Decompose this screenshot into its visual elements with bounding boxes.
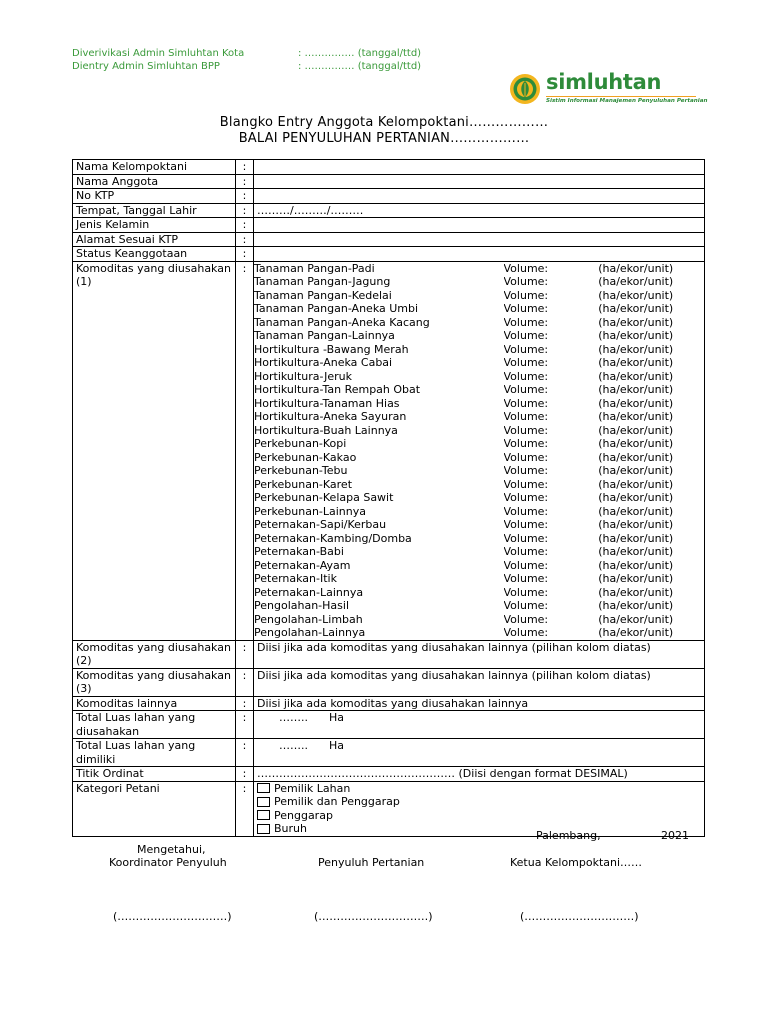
commodity-row — [254, 410, 704, 424]
commodity-name: Perkebunan-Kopi — [254, 437, 347, 450]
volume-label[interactable]: Volume: — [503, 450, 549, 464]
unit-label: (ha/ekor/unit) — [598, 612, 674, 626]
volume-label[interactable]: Volume: — [503, 504, 549, 518]
option-label: Pemilik dan Penggarap — [274, 795, 400, 808]
logo-subtitle: Sistim Informasi Manajemen Penyuluhan Pertanian — [546, 98, 708, 104]
field-label: Status Keanggotaan — [73, 247, 236, 262]
unit-label: (ha/ekor/unit) — [598, 275, 674, 288]
commodity-row — [254, 586, 704, 600]
unit-label: (ha/ekor/unit) — [598, 504, 674, 518]
commodity-name: Hortikultura-Aneka Sayuran — [254, 410, 407, 423]
commodity-name: Tanaman Pangan-Aneka Kacang — [254, 315, 430, 329]
commodity-name: Pengolahan-Lainnya — [254, 626, 366, 639]
unit-label: (ha/ekor/unit) — [598, 518, 674, 531]
unit-label: (ha/ekor/unit) — [598, 423, 674, 437]
unit-label: (ha/ekor/unit) — [598, 261, 674, 275]
volume-label[interactable]: Volume: — [503, 315, 549, 329]
volume-label[interactable]: Volume: — [503, 396, 549, 410]
volume-label[interactable]: Volume: — [503, 288, 549, 302]
commodity-name: Peternakan-Lainnya — [254, 585, 364, 599]
unit-label: (ha/ekor/unit) — [598, 585, 674, 599]
category-options — [254, 781, 705, 836]
form-row — [73, 711, 705, 739]
commodity-row — [254, 518, 704, 532]
field-label: Kategori Petani — [73, 781, 236, 836]
commodity-row — [254, 383, 704, 397]
commodity-name: Tanaman Pangan-Padi — [254, 261, 375, 275]
checkbox[interactable] — [257, 810, 270, 820]
form-row-kategori — [73, 781, 705, 836]
commodity-name: Peternakan-Kambing/Domba — [254, 531, 412, 545]
checkbox[interactable] — [257, 797, 270, 807]
field-value[interactable]: ……………………………………………… (Diisi dengan format DESIMAL) — [254, 767, 705, 782]
field-colon: : — [236, 160, 254, 175]
commodity-name: Peternakan-Itik — [254, 572, 337, 585]
field-label: Jenis Kelamin — [73, 218, 236, 233]
field-label: Komoditas yang diusahakan (1) — [73, 261, 236, 640]
field-value[interactable] — [254, 232, 705, 247]
signature-role: Penyuluh Pertanian — [318, 856, 425, 869]
unit-label: (ha/ekor/unit) — [598, 369, 674, 383]
commodity-name: Hortikultura -Bawang Merah — [254, 342, 409, 356]
page-subtitle: BALAI PENYULUHAN PERTANIAN……………… — [238, 131, 530, 146]
field-label: Komoditas yang diusahakan (3) — [73, 668, 236, 696]
commodity-row — [254, 545, 704, 559]
commodity-name: Hortikultura-Jeruk — [254, 369, 352, 383]
commodity-row — [254, 424, 704, 438]
form-row — [73, 189, 705, 204]
logo-name: simluhtan — [546, 70, 662, 94]
field-colon: : — [236, 739, 254, 767]
commodity-row — [254, 572, 704, 586]
category-option[interactable] — [257, 782, 701, 796]
category-option[interactable] — [257, 809, 701, 823]
form-row — [73, 640, 705, 668]
volume-label[interactable]: Volume: — [503, 302, 549, 315]
unit-label: (ha/ekor/unit) — [598, 329, 674, 342]
field-colon: : — [236, 781, 254, 836]
volume-label[interactable]: Volume: — [503, 572, 549, 585]
unit-label: (ha/ekor/unit) — [598, 491, 674, 504]
form-row — [73, 668, 705, 696]
field-value[interactable] — [254, 174, 705, 189]
checkbox[interactable] — [257, 783, 270, 793]
commodity-row — [254, 451, 704, 465]
volume-label[interactable]: Volume: — [503, 558, 549, 572]
category-option[interactable] — [257, 795, 701, 809]
commodity-row — [254, 491, 704, 505]
volume-label[interactable]: Volume: — [503, 585, 549, 599]
volume-label[interactable]: Volume: — [503, 477, 549, 491]
commodity-name: Peternakan-Ayam — [254, 558, 351, 572]
signature-role: Ketua Kelompoktani…… — [510, 856, 643, 869]
unit-label: (ha/ekor/unit) — [598, 315, 674, 329]
category-option[interactable] — [257, 822, 701, 836]
unit-label: (ha/ekor/unit) — [598, 558, 674, 572]
commodity-row — [254, 370, 704, 384]
commodity-name: Perkebunan-Karet — [254, 477, 353, 491]
place-label: Palembang, — [536, 829, 601, 842]
unit-label: (ha/ekor/unit) — [598, 599, 674, 612]
page-title: Blangko Entry Anggota Kelompoktani……………… — [219, 115, 549, 130]
form-row — [73, 739, 705, 767]
commodity-row — [254, 613, 704, 627]
commodity-row — [254, 464, 704, 478]
field-colon: : — [236, 668, 254, 696]
volume-label[interactable]: Volume: — [503, 612, 549, 626]
year-label: 2021 — [661, 829, 689, 842]
commodity-row — [254, 289, 704, 303]
field-label: Tempat, Tanggal Lahir — [73, 203, 236, 218]
field-label: Komoditas lainnya — [73, 696, 236, 711]
field-label: Nama Anggota — [73, 174, 236, 189]
field-label: Alamat Sesuai KTP — [73, 232, 236, 247]
commodity-row — [254, 329, 704, 343]
commodity-name: Perkebunan-Kakao — [254, 450, 357, 464]
field-colon: : — [236, 218, 254, 233]
commodity-list-cell — [254, 261, 705, 640]
volume-label[interactable]: Volume: — [503, 275, 549, 288]
commodity-row — [254, 626, 704, 640]
volume-label[interactable]: Volume: — [503, 545, 549, 558]
commodity-list — [254, 262, 704, 640]
field-label: No KTP — [73, 189, 236, 204]
volume-label[interactable]: Volume: — [503, 423, 549, 437]
field-value[interactable] — [254, 189, 705, 204]
field-colon: : — [236, 711, 254, 739]
field-colon: : — [236, 640, 254, 668]
field-value[interactable]: ………/………/……… — [254, 203, 705, 218]
simluhtan-logo — [508, 70, 708, 108]
volume-label[interactable]: Volume: — [503, 410, 549, 423]
form-row-komoditas-1 — [73, 261, 705, 640]
form-row — [73, 160, 705, 175]
unit-label: (ha/ekor/unit) — [598, 572, 674, 585]
field-colon: : — [236, 696, 254, 711]
signature-blank: (…………………………) — [520, 910, 639, 923]
commodity-row — [254, 302, 704, 316]
form-row — [73, 232, 705, 247]
field-label: Nama Kelompoktani — [73, 160, 236, 175]
field-value[interactable]: Diisi jika ada komoditas yang diusahakan lainnya — [254, 696, 705, 711]
unit-label: (ha/ekor/unit) — [598, 531, 674, 545]
field-value[interactable]: Diisi jika ada komoditas yang diusahakan lainnya (pilihan kolom diatas) — [254, 668, 705, 696]
field-colon: : — [236, 767, 254, 782]
unit-label: (ha/ekor/unit) — [598, 437, 674, 450]
commodity-name: Hortikultura-Buah Lainnya — [254, 423, 398, 437]
volume-label[interactable]: Volume: — [503, 356, 549, 369]
commodity-row — [254, 505, 704, 519]
unit-label: (ha/ekor/unit) — [598, 410, 674, 423]
option-label: Penggarap — [274, 808, 333, 822]
commodity-row — [254, 356, 704, 370]
commodity-name: Perkebunan-Tebu — [254, 464, 348, 477]
field-colon: : — [236, 247, 254, 262]
member-form-table — [72, 159, 705, 837]
verification-label: Dientry Admin Simluhtan BPP — [72, 61, 220, 72]
commodity-row — [254, 559, 704, 573]
field-value[interactable]: …….. Ha — [254, 711, 705, 739]
field-value[interactable] — [254, 247, 705, 262]
unit-label: (ha/ekor/unit) — [598, 545, 674, 558]
commodity-row — [254, 262, 704, 276]
commodity-row — [254, 343, 704, 357]
commodity-name: Perkebunan-Kelapa Sawit — [254, 491, 394, 504]
volume-label[interactable]: Volume: — [503, 626, 549, 639]
volume-label[interactable]: Volume: — [503, 329, 549, 342]
volume-label[interactable]: Volume: — [503, 531, 549, 545]
commodity-row — [254, 316, 704, 330]
commodity-row — [254, 437, 704, 451]
unit-label: (ha/ekor/unit) — [598, 626, 674, 639]
verification-label: Diverivikasi Admin Simluhtan Kota — [72, 48, 245, 59]
commodity-name: Perkebunan-Lainnya — [254, 504, 367, 518]
field-colon: : — [236, 232, 254, 247]
volume-label[interactable]: Volume: — [503, 369, 549, 383]
commodity-row — [254, 397, 704, 411]
unit-label: (ha/ekor/unit) — [598, 450, 674, 464]
field-colon: : — [236, 261, 254, 640]
form-row — [73, 696, 705, 711]
verification-value: : …………… (tanggal/ttd) — [298, 61, 422, 72]
signature-role: Koordinator Penyuluh — [109, 856, 227, 869]
commodity-name: Pengolahan-Hasil — [254, 599, 349, 612]
form-row — [73, 247, 705, 262]
logo-divider — [546, 96, 696, 97]
unit-label: (ha/ekor/unit) — [598, 383, 674, 396]
unit-label: (ha/ekor/unit) — [598, 477, 674, 491]
unit-label: (ha/ekor/unit) — [598, 464, 674, 477]
commodity-name: Tanaman Pangan-Aneka Umbi — [254, 302, 419, 315]
volume-label[interactable]: Volume: — [503, 437, 549, 450]
commodity-name: Pengolahan-Limbah — [254, 612, 363, 626]
volume-label[interactable]: Volume: — [503, 599, 549, 612]
commodity-row — [254, 532, 704, 546]
leaf-emblem-icon — [508, 72, 542, 106]
unit-label: (ha/ekor/unit) — [598, 302, 674, 315]
commodity-name: Hortikultura-Tan Rempah Obat — [254, 383, 421, 396]
volume-label[interactable]: Volume: — [503, 383, 549, 396]
field-value[interactable]: …….. Ha — [254, 739, 705, 767]
signature-heading: Mengetahui, — [137, 843, 206, 856]
option-label: Buruh — [274, 822, 307, 835]
volume-label[interactable]: Volume: — [503, 261, 549, 275]
volume-label[interactable]: Volume: — [503, 464, 549, 477]
unit-label: (ha/ekor/unit) — [598, 342, 674, 356]
commodity-row — [254, 599, 704, 613]
volume-label[interactable]: Volume: — [503, 518, 549, 531]
verification-value: : …………… (tanggal/ttd) — [298, 48, 422, 59]
option-label: Pemilik Lahan — [274, 781, 351, 795]
volume-label[interactable]: Volume: — [503, 491, 549, 504]
volume-label[interactable]: Volume: — [503, 342, 549, 356]
commodity-name: Tanaman Pangan-Kedelai — [254, 288, 392, 302]
signature-blank: (…………………………) — [314, 910, 433, 923]
commodity-row — [254, 478, 704, 492]
field-label: Total Luas lahan yang dimiliki — [73, 739, 236, 767]
commodity-row — [254, 275, 704, 289]
unit-label: (ha/ekor/unit) — [598, 356, 674, 369]
form-row — [73, 174, 705, 189]
field-value[interactable] — [254, 160, 705, 175]
form-row — [73, 767, 705, 782]
field-value[interactable]: Diisi jika ada komoditas yang diusahakan lainnya (pilihan kolom diatas) — [254, 640, 705, 668]
form-row — [73, 203, 705, 218]
field-value[interactable] — [254, 218, 705, 233]
signature-blank: (…………………………) — [113, 910, 232, 923]
unit-label: (ha/ekor/unit) — [598, 396, 674, 410]
field-colon: : — [236, 174, 254, 189]
unit-label: (ha/ekor/unit) — [598, 288, 674, 302]
field-label: Total Luas lahan yang diusahakan — [73, 711, 236, 739]
field-colon: : — [236, 203, 254, 218]
field-label: Titik Ordinat — [73, 767, 236, 782]
field-label: Komoditas yang diusahakan (2) — [73, 640, 236, 668]
commodity-name: Tanaman Pangan-Jagung — [254, 275, 391, 288]
commodity-name: Hortikultura-Tanaman Hias — [254, 396, 400, 410]
commodity-name: Hortikultura-Aneka Cabai — [254, 356, 393, 369]
checkbox[interactable] — [257, 824, 270, 834]
field-colon: : — [236, 189, 254, 204]
commodity-name: Peternakan-Sapi/Kerbau — [254, 518, 387, 531]
commodity-name: Tanaman Pangan-Lainnya — [254, 329, 395, 342]
commodity-name: Peternakan-Babi — [254, 545, 344, 558]
form-row — [73, 218, 705, 233]
